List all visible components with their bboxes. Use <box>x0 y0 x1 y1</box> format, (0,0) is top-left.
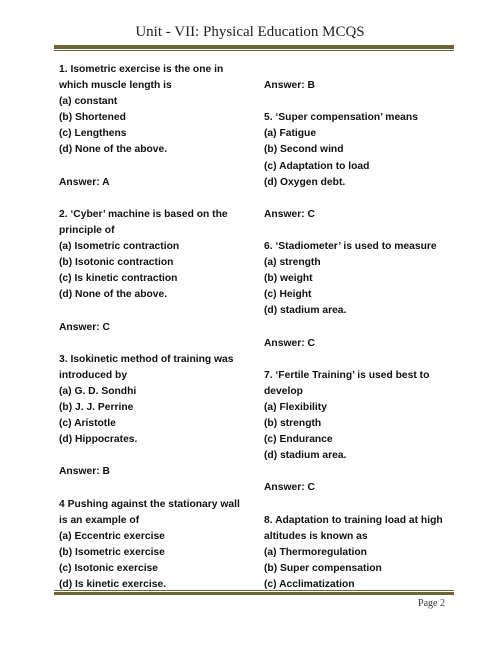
text-line: Answer: C <box>264 208 315 220</box>
text-line: (c) Adaptation to load <box>264 160 370 172</box>
text-line: (a) strength <box>264 257 321 269</box>
blank-line <box>264 464 464 480</box>
header-rule-thin <box>54 50 454 51</box>
text-line: (b) Shortened <box>59 112 126 124</box>
blank-line <box>264 497 464 513</box>
footer-rule-thin <box>54 590 454 591</box>
text-line: Answer: A <box>59 176 110 188</box>
text-line: 2. ‘Cyber’ machine is based on the <box>59 208 228 220</box>
text-line: 5. ‘Super compensation’ means <box>264 112 418 124</box>
text-line: 8. Adaptation to training load at high <box>264 514 443 526</box>
text-line: (a) Fatigue <box>264 128 317 140</box>
text-line: (d) stadium area. <box>264 450 347 462</box>
text-line: 1. Isometric exercise is the one in <box>59 64 224 75</box>
text-line: (a) G. D. Sondhi <box>59 385 137 397</box>
text-line: (b) Isotonic contraction <box>59 257 174 269</box>
text-line: Answer: B <box>59 466 110 478</box>
text-line: (c) Is kinetic contraction <box>59 273 178 285</box>
blank-line <box>59 336 259 352</box>
page-number: Page 2 <box>418 598 445 609</box>
blank-line <box>264 191 464 207</box>
text-line: (a) Eccentric exercise <box>59 530 165 542</box>
text-line: 7. ‘Fertile Training’ is used best to <box>264 369 430 381</box>
blank-line <box>59 159 259 175</box>
text-line: (b) Isometric exercise <box>59 546 165 558</box>
text-line: (c) Lengthens <box>59 128 127 140</box>
blank-line <box>59 191 259 207</box>
text-line: Answer: C <box>264 482 315 494</box>
text-line: (d) stadium area. <box>264 305 347 317</box>
text-line: (c) Height <box>264 289 312 301</box>
text-line: (d) Is kinetic exercise. <box>59 579 167 590</box>
text-line: altitudes is known as <box>264 530 368 542</box>
text-line: (b) strength <box>264 418 322 430</box>
right-column <box>264 62 464 593</box>
text-line: (d) None of the above. <box>59 289 168 301</box>
text-line: (b) Super compensation <box>264 562 382 574</box>
text-line: (d) None of the above. <box>59 144 168 156</box>
text-line: (a) Flexibility <box>264 401 327 413</box>
text-line: (a) constant <box>59 96 118 108</box>
text-line: (b) Second wind <box>264 144 344 156</box>
text-line: (c) Endurance <box>264 434 333 446</box>
blank-line <box>264 94 464 110</box>
text-line: principle of <box>59 224 115 236</box>
text-line: (d) Hippocrates. <box>59 434 138 446</box>
page-header-title: Unit - VII: Physical Education MCQS <box>135 24 365 40</box>
text-line: (b) weight <box>264 273 313 285</box>
text-line: 3. Isokinetic method of training was <box>59 353 234 365</box>
text-line: 6. ‘Stadiometer’ is used to measure <box>264 241 437 253</box>
text-line: Answer: C <box>264 337 315 349</box>
text-line: introduced by <box>59 369 128 381</box>
text-line: (c) Isotonic exercise <box>59 562 159 574</box>
text-line: (c) Aristotle <box>59 418 116 430</box>
text-line: which muscle length is <box>59 80 172 92</box>
blank-line <box>264 352 464 368</box>
text-line: Answer: C <box>59 321 110 333</box>
text-line: (b) J. J. Perrine <box>59 401 134 413</box>
text-line: (a) Isometric contraction <box>59 241 180 253</box>
text-line: 4 Pushing against the stationary wall <box>59 498 240 510</box>
text-line: (a) Thermoregulation <box>264 546 367 558</box>
text-line: Answer: B <box>264 80 315 92</box>
blank-line <box>264 223 464 239</box>
left-column <box>59 62 259 593</box>
text-line: (d) Oxygen debt. <box>264 176 346 188</box>
blank-line <box>59 303 259 319</box>
text-line: (c) Acclimatization <box>264 579 355 590</box>
text-line: develop <box>264 385 303 397</box>
footer-rule-thick <box>54 592 454 595</box>
blank-line <box>59 480 259 496</box>
header-rule-thick <box>54 45 454 49</box>
blank-line <box>264 320 464 336</box>
text-line: is an example of <box>59 514 140 526</box>
blank-line <box>59 448 259 464</box>
blank-line <box>264 62 464 78</box>
